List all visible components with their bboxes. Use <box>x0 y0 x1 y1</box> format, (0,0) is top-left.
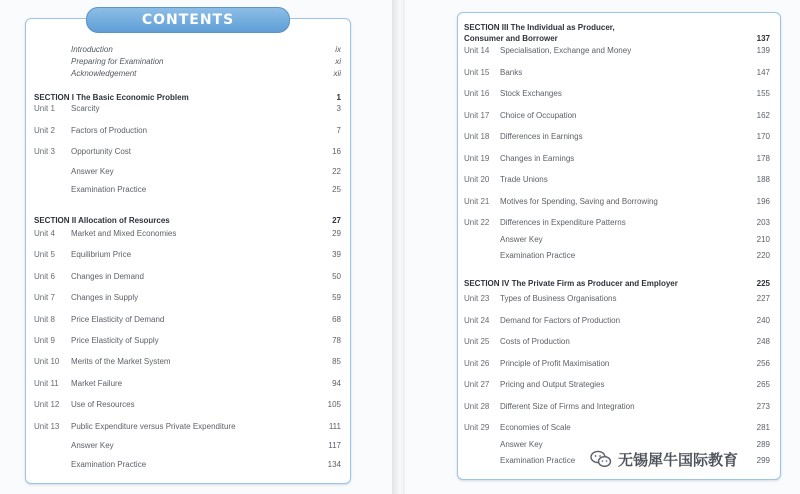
page-number: 225 <box>756 279 770 288</box>
toc-row <box>464 292 770 305</box>
unit-number: Unit 14 <box>464 46 490 55</box>
toc-row <box>34 165 341 178</box>
entry-title: Principle of Profit Maximisation <box>500 359 610 368</box>
page-number: 29 <box>332 229 341 238</box>
entry-title: Types of Business Organisations <box>500 294 617 303</box>
section-heading <box>464 22 615 44</box>
entry-title: Specialisation, Exchange and Money <box>500 46 632 55</box>
toc-row <box>464 216 770 229</box>
entry-title: Choice of Occupation <box>500 111 577 120</box>
page-number: 16 <box>332 147 341 156</box>
entry-title: Equilibrium Price <box>71 250 132 259</box>
toc-row <box>464 87 770 100</box>
toc-row <box>34 398 341 411</box>
page-number: 178 <box>756 154 770 163</box>
entry-title: Motives for Spending, Saving and Borrowing <box>500 197 658 206</box>
toc-row <box>34 227 341 240</box>
toc-row <box>464 44 770 57</box>
toc-row <box>34 248 341 261</box>
page-number: 117 <box>328 441 341 450</box>
intro-row <box>34 67 341 80</box>
section-title: SECTION I The Basic Economic Problem <box>34 93 189 102</box>
toc-row <box>464 195 770 208</box>
toc-row <box>464 130 770 143</box>
entry-title: Answer Key <box>500 235 543 244</box>
page-number: 203 <box>756 218 770 227</box>
toc-row <box>34 458 341 471</box>
watermark <box>590 447 738 471</box>
section-title: SECTION II Allocation of Resources <box>34 216 170 225</box>
toc-row <box>34 439 341 452</box>
toc-row <box>464 400 770 413</box>
entry-title: Examination Practice <box>500 456 576 465</box>
entry-title: Changes in Earnings <box>500 154 575 163</box>
page-number: 256 <box>756 359 770 368</box>
toc-row <box>464 152 770 165</box>
entry-title: Scarcity <box>71 104 100 113</box>
toc-row <box>34 124 341 137</box>
toc-row <box>34 420 341 433</box>
entry-title: Demand for Factors of Production <box>500 316 621 325</box>
unit-number: Unit 1 <box>34 104 55 113</box>
entry-title: Market Failure <box>71 379 123 388</box>
entry-title: Opportunity Cost <box>71 147 132 156</box>
page-number: 59 <box>332 293 341 302</box>
unit-number: Unit 8 <box>34 315 55 324</box>
page-number: 227 <box>756 294 770 303</box>
page-number: 188 <box>756 175 770 184</box>
entry-title: Changes in Demand <box>71 272 144 281</box>
toc-row <box>464 421 770 434</box>
entry-title: Banks <box>500 68 523 77</box>
unit-number: Unit 15 <box>464 68 490 77</box>
toc-row <box>34 291 341 304</box>
page-number: 3 <box>336 104 341 113</box>
page-number: 210 <box>756 235 770 244</box>
toc-row <box>34 270 341 283</box>
entry-title: Different Size of Firms and Integration <box>500 402 635 411</box>
unit-number: Unit 10 <box>34 357 60 366</box>
toc-row <box>464 233 770 246</box>
entry-title: Answer Key <box>71 441 114 450</box>
unit-number: Unit 29 <box>464 423 490 432</box>
entry-title: Changes in Supply <box>71 293 139 302</box>
entry-title: Factors of Production <box>71 126 148 135</box>
entry-title: Answer Key <box>500 440 543 449</box>
unit-number: Unit 2 <box>34 126 55 135</box>
unit-number: Unit 12 <box>34 400 60 409</box>
entry-title: Use of Resources <box>71 400 135 409</box>
toc-row <box>464 335 770 348</box>
entry-title: Price Elasticity of Demand <box>71 315 165 324</box>
section-row <box>34 214 341 227</box>
entry-title: Economies of Scale <box>500 423 571 432</box>
entry-title: Answer Key <box>71 167 114 176</box>
unit-number: Unit 28 <box>464 402 490 411</box>
contents-banner: CONTENTS <box>86 7 290 33</box>
page-number: 248 <box>756 337 770 346</box>
entry-title: Examination Practice <box>71 185 147 194</box>
toc-row <box>464 109 770 122</box>
section-title-line-2: Consumer and Borrower <box>464 34 558 43</box>
entry-title: Examination Practice <box>71 460 147 469</box>
unit-number: Unit 24 <box>464 316 490 325</box>
unit-number: Unit 7 <box>34 293 55 302</box>
toc-row <box>34 145 341 158</box>
unit-number: Unit 19 <box>464 154 490 163</box>
entry-title: Differences in Earnings <box>500 132 583 141</box>
entry-title: Merits of the Market System <box>71 357 171 366</box>
book-gutter <box>392 0 405 494</box>
entry-title: Price Elasticity of Supply <box>71 336 159 345</box>
page-number: 273 <box>756 402 770 411</box>
watermark-text: 无锡犀牛国际教育 <box>618 450 739 469</box>
unit-number: Unit 5 <box>34 250 55 259</box>
page-number: 162 <box>756 111 770 120</box>
entry-title: Pricing and Output Strategies <box>500 380 605 389</box>
entry-title: Introduction <box>71 45 113 54</box>
unit-number: Unit 11 <box>34 379 59 388</box>
page-number: 147 <box>756 68 770 77</box>
page-number: 7 <box>336 126 341 135</box>
toc-row <box>34 313 341 326</box>
toc-row <box>464 173 770 186</box>
page-number: 220 <box>756 251 770 260</box>
unit-number: Unit 20 <box>464 175 490 184</box>
page-number: 68 <box>332 315 341 324</box>
unit-number: Unit 18 <box>464 132 490 141</box>
entry-title: Differences in Expenditure Patterns <box>500 218 626 227</box>
page-number: 105 <box>327 400 341 409</box>
unit-number: Unit 13 <box>34 422 60 431</box>
unit-number: Unit 3 <box>34 147 55 156</box>
page-number: 85 <box>332 357 341 366</box>
unit-number: Unit 4 <box>34 229 55 238</box>
unit-number: Unit 16 <box>464 89 490 98</box>
unit-number: Unit 27 <box>464 380 490 389</box>
entry-title: Stock Exchanges <box>500 89 562 98</box>
page-number: 265 <box>756 380 770 389</box>
entry-title: Trade Unions <box>500 175 548 184</box>
page-number: 170 <box>756 132 770 141</box>
entry-title: Acknowledgement <box>71 69 137 78</box>
unit-number: Unit 6 <box>34 272 55 281</box>
toc-row <box>464 314 770 327</box>
unit-number: Unit 17 <box>464 111 490 120</box>
section-title-line-1: SECTION III The Individual as Producer, <box>464 23 615 32</box>
page-number: 299 <box>756 456 770 465</box>
unit-number: Unit 25 <box>464 337 490 346</box>
unit-number: Unit 23 <box>464 294 490 303</box>
toc-row <box>464 378 770 391</box>
page-number: 94 <box>332 379 341 388</box>
unit-number: Unit 26 <box>464 359 490 368</box>
page-number: xi <box>335 57 341 66</box>
page-number: ix <box>335 45 341 54</box>
section-page: 137 <box>756 34 770 43</box>
toc-row <box>34 334 341 347</box>
entry-title: Public Expenditure versus Private Expenditure <box>71 422 236 431</box>
page-number: 1 <box>336 93 341 102</box>
unit-number: Unit 9 <box>34 336 55 345</box>
wechat-icon <box>590 450 612 468</box>
toc-row <box>34 183 341 196</box>
entry-title: Preparing for Examination <box>71 57 164 66</box>
page-number: xii <box>333 69 341 78</box>
toc-row <box>464 66 770 79</box>
page-number: 155 <box>756 89 770 98</box>
toc-row <box>34 102 341 115</box>
toc-row <box>34 377 341 390</box>
page-number: 27 <box>332 216 341 225</box>
toc-row <box>464 249 770 262</box>
page-number: 196 <box>756 197 770 206</box>
page-number: 134 <box>327 460 341 469</box>
page-number: 139 <box>756 46 770 55</box>
page-number: 289 <box>756 440 770 449</box>
unit-number: Unit 22 <box>464 218 490 227</box>
toc-row <box>464 357 770 370</box>
page-number: 39 <box>332 250 341 259</box>
page-number: 111 <box>328 422 341 431</box>
page-number: 25 <box>332 185 341 194</box>
page-number: 50 <box>332 272 341 281</box>
entry-title: Examination Practice <box>500 251 576 260</box>
page-number: 281 <box>756 423 770 432</box>
page-number: 22 <box>332 167 341 176</box>
entry-title: Market and Mixed Economies <box>71 229 177 238</box>
section-row <box>464 277 770 290</box>
section-title: SECTION IV The Private Firm as Producer and Employer <box>464 279 678 288</box>
page-number: 78 <box>332 336 341 345</box>
entry-title: Costs of Production <box>500 337 570 346</box>
unit-number: Unit 21 <box>464 197 490 206</box>
toc-row <box>34 355 341 368</box>
page-number: 240 <box>756 316 770 325</box>
